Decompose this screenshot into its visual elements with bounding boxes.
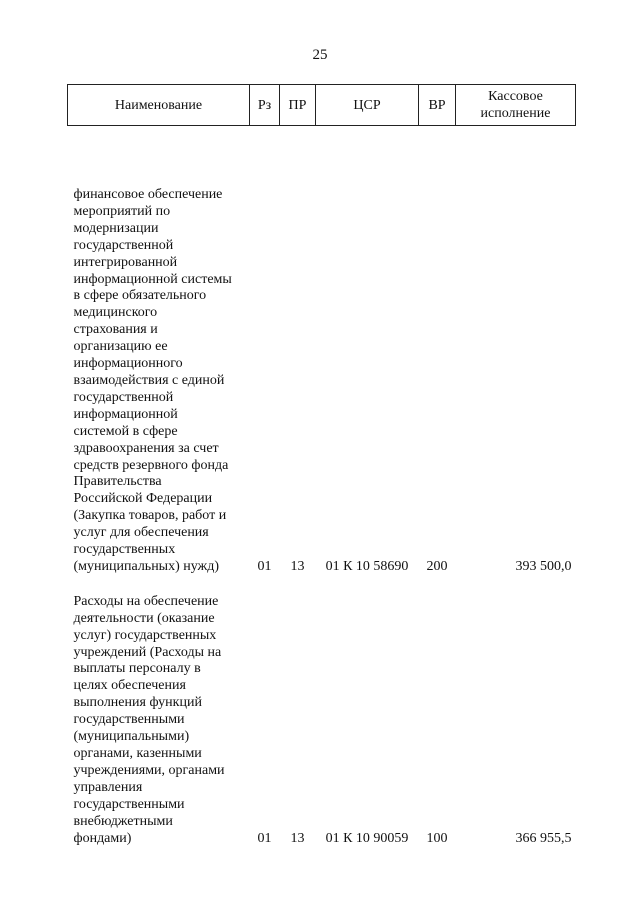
row-name-line: (муниципальными) [73,729,190,745]
row-name-line: взаимодействия с единой [73,372,225,388]
row-csr: 01 К 10 58690 [325,558,409,574]
row-name [68,576,250,848]
row-name-line: мероприятий по [73,203,171,219]
row-amount: 393 500,0 [515,558,572,574]
row-name-line: средств резервного фонда [73,457,229,473]
table-row [68,126,576,576]
header-amount [456,85,576,126]
row-name-line: информационной [73,406,178,422]
row-pr: 13 [290,558,305,574]
row-name-line: выплаты персоналу в [73,661,201,677]
row-name-line: информационной системы [73,271,232,287]
page-number: 25 [312,47,328,63]
row-name-line: финансовое обеспечение [73,187,223,202]
row-name-line: модернизации [73,220,159,236]
row-name-line: информационного [73,356,183,372]
row-name-line: государственной [73,237,174,253]
row-name-line: государственных [73,542,176,558]
row-name-line: Правительства [73,474,162,490]
row-pr: 13 [290,830,305,846]
header-vr: ВР [419,85,456,126]
header-amount-line1: Кассовое [488,89,543,104]
row-name-line: (Закупка товаров, работ и [73,508,227,524]
row-name-line: учреждениями, органами [73,762,225,778]
row-name-line: фондами) [73,830,132,846]
row-name-line: целях обеспечения [73,678,186,694]
row-rz: 01 [257,558,272,574]
row-name-line: организацию ее [73,339,168,355]
table-header-row [68,85,576,126]
row-csr: 01 К 10 90059 [325,830,409,846]
row-vr: 200 [426,558,448,574]
row-name-line: услуг) государственных [73,627,217,643]
row-name-line: системой в сфере [73,423,178,439]
row-name [68,126,250,576]
row-name-line: учреждений (Расходы на [73,644,222,660]
row-name-line: органами, казенными [73,746,202,761]
header-rz: Рз [250,85,280,126]
row-name-line: деятельности (оказание [73,610,215,626]
row-name-line: управления [73,779,143,795]
row-name-line: Российской Федерации [73,491,213,507]
row-name-line: медицинского [73,305,158,321]
header-csr: ЦСР [316,85,419,126]
row-name-line: интегрированной [73,254,178,270]
header-name: Наименование [68,85,250,126]
table-row [68,576,576,848]
row-name-line: государственными [73,796,185,812]
row-amount: 366 955,5 [515,830,572,846]
row-vr: 100 [426,830,448,846]
row-name-line: государственными [73,712,185,728]
row-name-line: внебюджетными [73,813,173,829]
header-pr: ПР [280,85,316,126]
row-name-line: страхования и [73,322,158,338]
row-name-line: услуг для обеспечения [73,525,209,541]
row-name-line: (муниципальных) нужд) [73,558,220,574]
row-rz: 01 [257,830,272,846]
header-amount-line2: исполнение [480,106,551,121]
row-name-line: в сфере обязательного [73,288,207,304]
budget-table [67,84,576,847]
row-name-line: государственной [73,389,174,405]
row-name-line: выполнения функций [73,695,202,711]
row-name-line: Расходы на обеспечение [73,593,219,609]
row-name-line: здравоохранения за счет [73,440,219,456]
